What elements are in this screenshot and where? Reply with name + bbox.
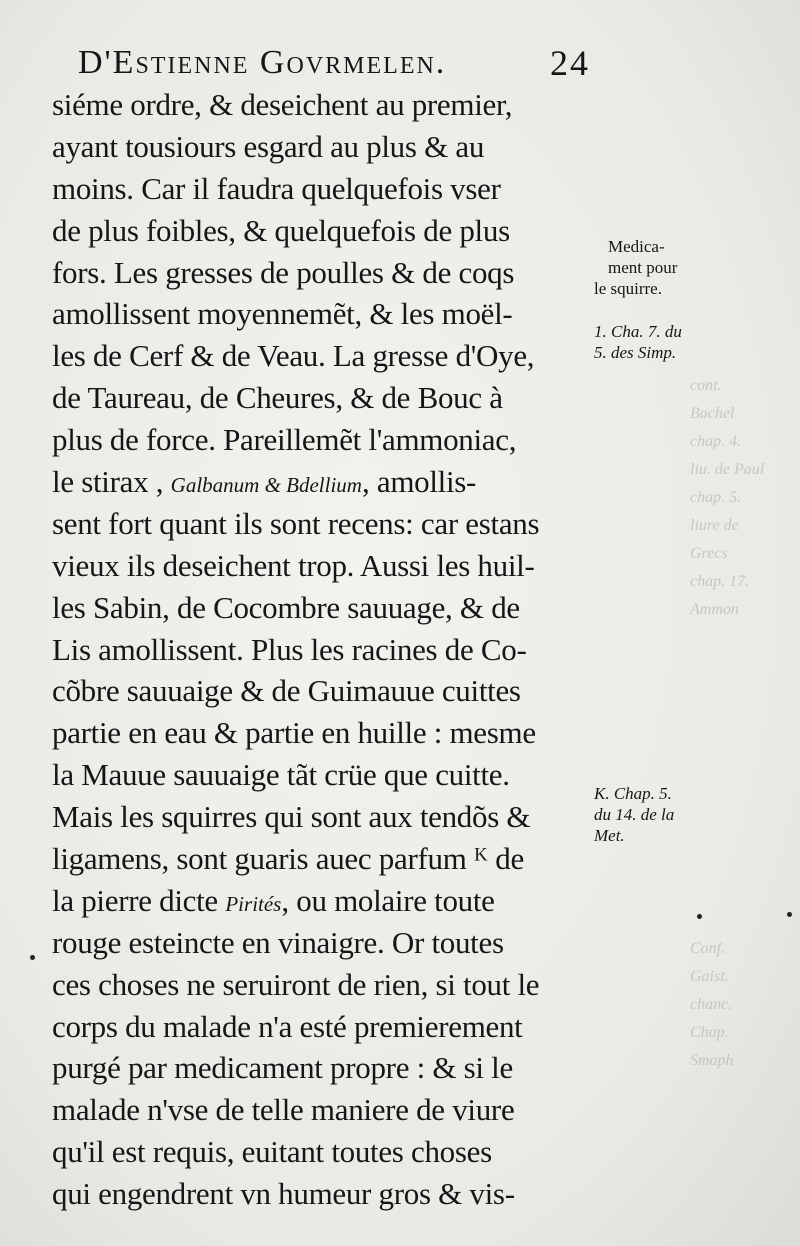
text-line: ces choses ne seruiront de rien, si tout le <box>52 966 540 1002</box>
bleed-through-line: chap. 5. <box>690 489 742 506</box>
bleed-through-line: Ammon <box>690 601 739 618</box>
text-line: sent fort quant ils sont recens: car estans <box>52 505 540 541</box>
text-run: la pierre dicte <box>52 882 226 918</box>
bleed-through-upper <box>690 372 800 624</box>
bleed-through-line: chap. 4. <box>690 433 742 450</box>
text-line: corps du malade n'a esté premierement <box>52 1008 523 1044</box>
text-line: Mais les squirres qui sont aux tendõs & <box>52 799 531 835</box>
running-head <box>78 38 598 88</box>
text-line: la Mauue sauuaige tãt crüe que cuitte. <box>52 757 510 793</box>
bleed-through-line: Conf. <box>690 940 726 957</box>
bleed-through-line: chap. 17. <box>690 573 750 590</box>
bleed-through-line: Grecs <box>690 545 728 562</box>
bleed-through-line: Bachel <box>690 405 735 422</box>
marginal-note-line: K. Chap. 5. <box>594 784 672 803</box>
italic-term: Galbanum & Bdellium <box>170 473 362 498</box>
marginal-note-line: Met. <box>594 826 625 845</box>
running-head-title: D'Estienne Govrmelen. <box>78 44 447 81</box>
bleed-through-line: Gaist. <box>690 968 729 985</box>
text-line: Lis amollissent. Plus les racines de Co- <box>52 631 527 667</box>
text-line: ligamens, sont guaris auec parfum ᴷ de <box>52 841 524 877</box>
marginal-note-line: le squirre. <box>594 279 662 298</box>
text-line: rouge esteincte en vinaigre. Or toutes <box>52 924 504 960</box>
marginal-note <box>594 783 714 846</box>
text-line: les de Cerf & de Veau. La gresse d'Oye, <box>52 338 535 374</box>
bleed-through-line: liure de <box>690 517 739 534</box>
text-line: siéme ordre, & deseichent au premier, <box>52 87 513 122</box>
marginal-note-line: Medica- <box>608 237 665 256</box>
text-line: fors. Les gresses de poulles & de coqs <box>52 254 515 290</box>
marginal-note <box>594 321 714 363</box>
ink-speck <box>30 955 35 960</box>
text-run: le stirax , <box>52 464 171 500</box>
ink-speck <box>787 912 792 917</box>
text-line <box>52 461 612 503</box>
text-line <box>52 880 612 922</box>
text-line: cõbre sauuaige & de Guimauue cuittes <box>52 673 521 709</box>
text-line: ayant tousiours esgard au plus & au <box>52 128 485 164</box>
bleed-through-line: liu. de Paul <box>690 461 765 478</box>
ink-speck <box>697 914 702 919</box>
text-line: purgé par medicament propre : & si le <box>52 1050 513 1086</box>
body-text <box>52 84 612 1215</box>
text-line: de Taureau, de Cheures, & de Bouc à <box>52 380 503 416</box>
text-run: , amollis- <box>361 464 477 500</box>
marginal-note <box>594 236 714 299</box>
marginal-note-line: 5. des Simp. <box>594 343 677 362</box>
text-line: plus de force. Pareillemẽt l'ammoniac, <box>52 422 517 458</box>
text-line: partie en eau & partie en huille : mesme <box>52 715 536 751</box>
bleed-through-line: cont. <box>690 377 722 394</box>
text-line: qu'il est requis, euitant toutes choses <box>52 1134 492 1170</box>
page-number: 24 <box>550 43 590 83</box>
bleed-through-line: Smaph <box>690 1052 734 1069</box>
marginal-note-line: 1. Cha. 7. du <box>594 322 682 341</box>
text-line: les Sabin, de Cocombre sauuage, & de <box>52 589 520 625</box>
text-line: qui engendrent vn humeur gros & vis- <box>52 1176 515 1212</box>
italic-term: Pirités <box>225 891 282 916</box>
bleed-through-line: Chap. <box>690 1024 729 1041</box>
marginal-note-line: du 14. de la <box>594 805 675 824</box>
text-line: malade n'vse de telle maniere de viure <box>52 1092 515 1128</box>
text-line: amollissent moyennemẽt, & les moël- <box>52 296 513 332</box>
text-run: , ou molaire toute <box>281 882 495 918</box>
text-line: vieux ils deseichent trop. Aussi les huil- <box>52 547 535 583</box>
text-line: moins. Car il faudra quelquefois vser <box>52 170 501 206</box>
bleed-through-line: chanc. <box>690 996 733 1013</box>
text-line: de plus foibles, & quelquefois de plus <box>52 212 510 248</box>
marginal-note-line: ment pour <box>608 258 678 277</box>
bleed-through-lower <box>690 935 800 1075</box>
